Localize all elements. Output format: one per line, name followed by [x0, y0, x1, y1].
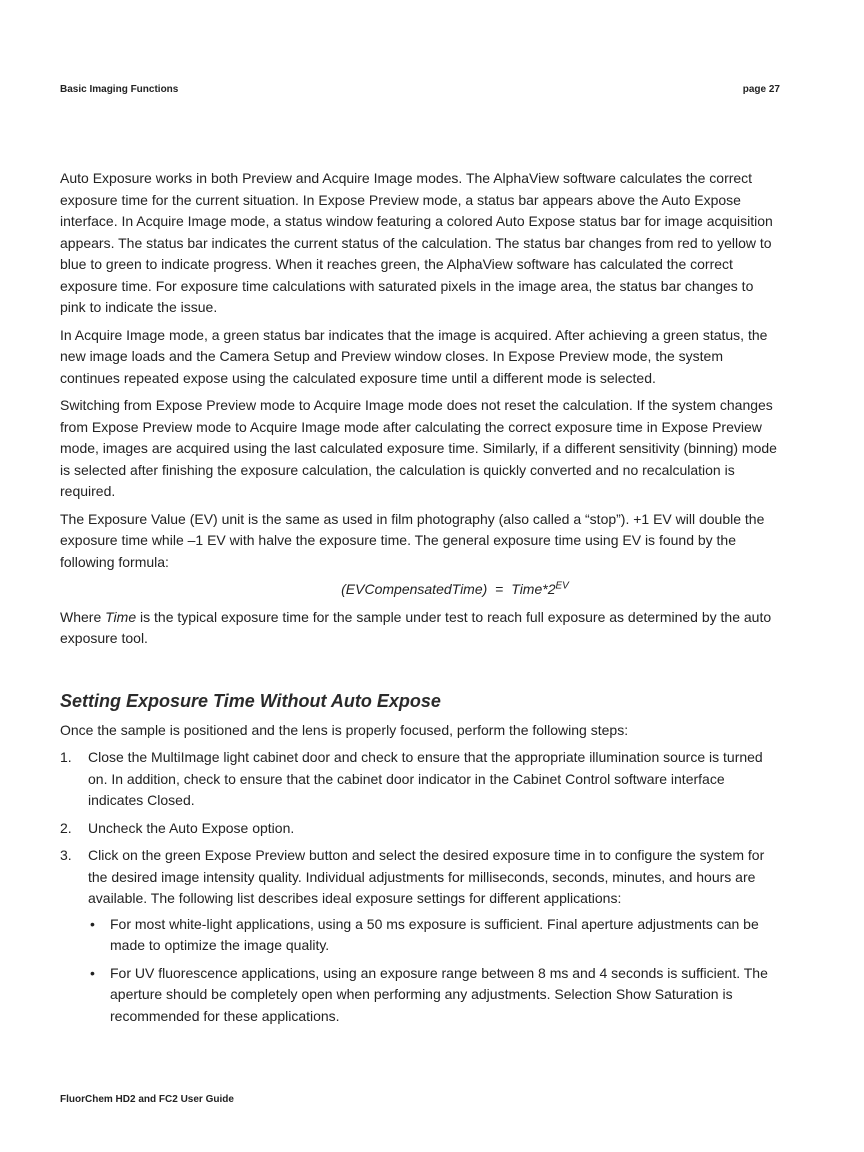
- bullet-icon: •: [90, 915, 95, 932]
- step-item: [60, 747, 782, 812]
- paragraph-auto-exposure: Auto Exposure works in both Preview and Acquire Image modes. The AlphaView software calculates the correct exposure time for the current situation. In Expose Preview mode, a status bar appears above the Auto Expose interface. In Acquire Image mode, a status window featuring a colored Auto Expose status bar for image acquisition appears. The status bar indicates the current status of the calculation. The status bar changes from red to yellow to blue to green to indicate progress. When it reaches green, the AlphaView software has calculated the correct exposure time. For exposure time calculations with saturated pixels in the image area, the status bar changes to pink to indicate the issue.: [60, 170, 773, 315]
- bullet-item: [88, 963, 782, 1028]
- bullet-text: For UV fluorescence applications, using an exposure range between 8 ms and 4 seconds is sufficient. The aperture should be completely open when performing any adjustments. Selection Show Saturation is recommended for these applications.: [110, 964, 768, 1024]
- formula-rhs: Time*2: [511, 581, 556, 597]
- page-body: [60, 168, 782, 1033]
- bullet-icon: •: [90, 964, 95, 981]
- step-text: Click on the green Expose Preview button and select the desired exposure time in to configure the system for the desired image intensity quality. Individual adjustments for milliseconds, seconds, minutes, and hours are available. The following list describes ideal exposure settings for different applications:: [88, 847, 765, 906]
- step-item: [60, 845, 782, 1027]
- time-definition-prefix: Where: [60, 608, 106, 625]
- section-heading: Setting Exposure Time Without Auto Expose: [60, 690, 441, 711]
- paragraph-switching-modes: Switching from Expose Preview mode to Acquire Image mode does not reset the calculation. If the system changes from Expose Preview mode to Acquire Image mode after calculating the correct exposure time in Expose Preview mode, images are acquired using the last calculated exposure time. Similarly, if a different sensitivity (binning) mode is selected after finishing the exposure calculation, the calculation is quickly converted and no recalculation is required.: [60, 397, 777, 499]
- ev-formula: [60, 579, 782, 601]
- step-text: Uncheck the Auto Expose option.: [88, 819, 295, 836]
- step-number: 2.: [60, 819, 72, 836]
- bullet-item: [88, 914, 782, 957]
- page-footer: FluorChem HD2 and FC2 User Guide: [60, 1094, 234, 1105]
- page-header: [60, 84, 780, 95]
- steps-list: [60, 747, 782, 1027]
- step-number: 1.: [60, 749, 72, 765]
- step-text: Close the MultiImage light cabinet door and check to ensure that the appropriate illumination source is turned on. In addition, check to ensure that the cabinet door indicator in the Cabinet Control software interface indicates Closed.: [88, 749, 763, 808]
- paragraph-exposure-value: The Exposure Value (EV) unit is the same as used in film photography (also called a “stop”). +1 EV will double the exposure time while –1 EV with halve the exposure time. The general exposure time using EV is found by the following formula:: [60, 510, 765, 570]
- section-intro: Once the sample is positioned and the lens is properly focused, perform the following steps:: [60, 721, 629, 738]
- paragraph-time-definition: [60, 607, 782, 650]
- time-term: Time: [105, 608, 137, 625]
- exposure-settings-list: [88, 914, 782, 1028]
- running-head-section: Basic Imaging Functions: [60, 84, 179, 95]
- step-number: 3.: [60, 847, 72, 863]
- formula-exponent: EV: [555, 580, 569, 592]
- formula-equals: =: [495, 581, 504, 597]
- page-number: page 27: [742, 84, 780, 95]
- formula-lhs: (EVCompensatedTime): [341, 581, 488, 597]
- time-definition-suffix: is the typical exposure time for the sample under test to reach full exposure as determined by the auto exposure tool.: [60, 608, 772, 646]
- bullet-text: For most white-light applications, using a 50 ms exposure is sufficient. Final aperture adjustments can be made to optimize the image quality.: [110, 915, 759, 953]
- paragraph-acquire-image-mode: In Acquire Image mode, a green status bar indicates that the image is acquired. After achieving a green status, the new image loads and the Camera Setup and Preview window closes. In Expose Preview mode, the system continues repeated expose using the calculated exposure time until a different mode is selected.: [60, 326, 768, 386]
- step-item: [60, 818, 782, 840]
